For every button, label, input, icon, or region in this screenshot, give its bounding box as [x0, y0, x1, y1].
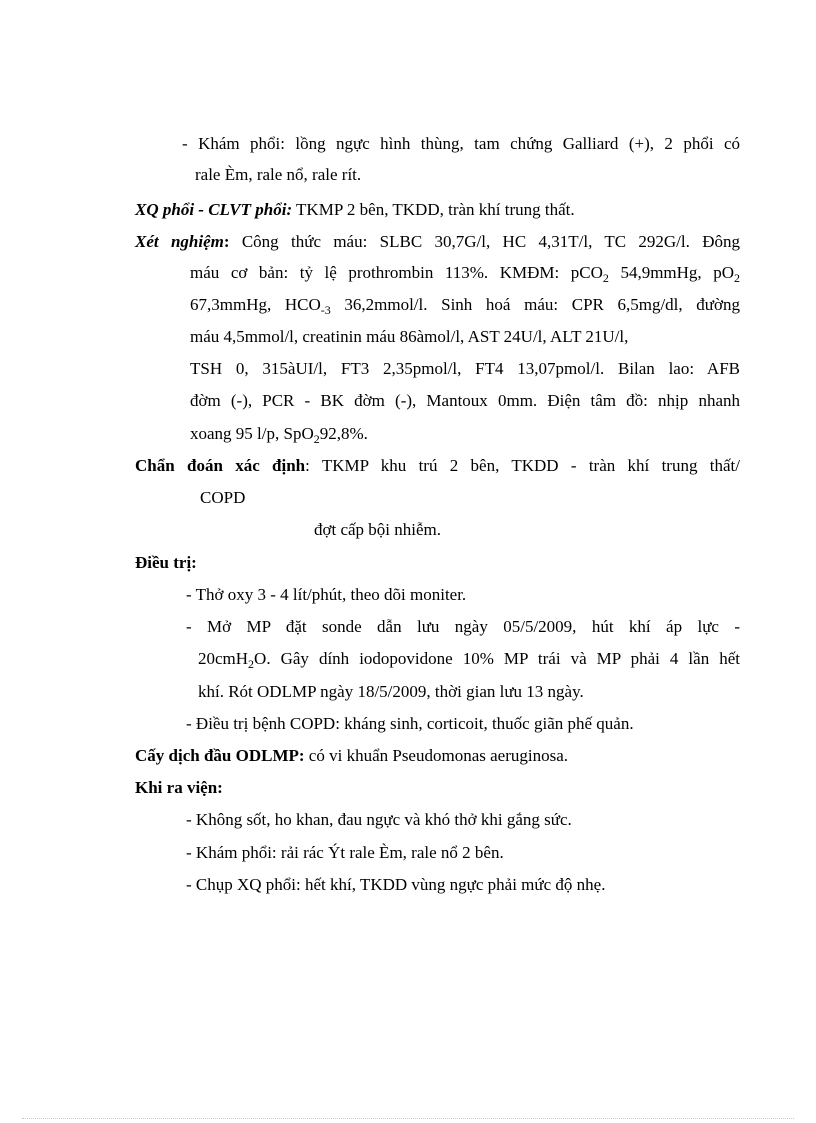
- xray-label: XQ phổi - CLVT phổi:: [135, 200, 293, 219]
- culture-label: Cấy dịch đầu ODLMP:: [135, 746, 305, 765]
- treatment-item-2-line-1: - Mở MP đặt sonde dẫn lưu ngày 05/5/2009, hút khí áp lực -: [186, 617, 740, 636]
- labs-line-1: Xét nghiệm: Công thức máu: SLBC 30,7G/l, HC 4,31T/l, TC 292G/l. Đông: [135, 232, 740, 251]
- labs-label: Xét nghiệm: [135, 232, 224, 251]
- treatment-heading: Điều trị:: [135, 553, 197, 572]
- exam-line-1: - Khám phổi: lồng ngực hình thùng, tam chứng Galliard (+), 2 phổi có: [182, 134, 740, 153]
- diagnosis-line-1: Chẩn đoán xác định: TKMP khu trú 2 bên, TKDD - tràn khí trung thất/: [135, 456, 740, 475]
- labs-line-4: máu 4,5mmol/l, creatinin máu 86àmol/l, AST 24U/l, ALT 21U/l,: [190, 327, 629, 346]
- discharge-item-2: - Khám phổi: rải rác Ýt rale Èm, rale nổ 2 bên.: [186, 843, 504, 862]
- labs-line-7: xoang 95 l/p, SpO$_2$92,8%.: [190, 424, 368, 446]
- discharge-heading: Khi ra viện:: [135, 778, 223, 797]
- culture-line: Cấy dịch đầu ODLMP: có vi khuẩn Pseudomonas aeruginosa.: [135, 746, 568, 765]
- treatment-item-2-line-2: 20cmH$_2$O. Gây dính iodopovidone 10% MP trái và MP phải 4 lần hết: [198, 649, 740, 671]
- discharge-item-3: - Chụp XQ phổi: hết khí, TKDD vùng ngực phải mức độ nhẹ.: [186, 875, 606, 894]
- diagnosis-line-3: đợt cấp bội nhiễm.: [314, 520, 442, 539]
- xray-line: [135, 199, 575, 221]
- labs-line-2: máu cơ bản: tỷ lệ prothrombin 113%. KMĐM: pCO$_2$ 54,9mmHg, $pO_2$: [190, 263, 740, 285]
- treatment-item-1: - Thở oxy 3 - 4 lít/phút, theo dõi moniter.: [186, 585, 467, 604]
- xray-text: TKMP 2 bên, TKDD, tràn khí trung thất.: [292, 200, 575, 219]
- labs-line-5: TSH 0, 315àUI/l, FT3 2,35pmol/l, FT4 13,07pmol/l. Bilan lao: AFB: [190, 359, 740, 378]
- exam-line-2: rale Èm, rale nổ, rale rít.: [195, 165, 362, 184]
- diagnosis-label: Chẩn đoán xác định: [135, 456, 306, 475]
- treatment-item-2-line-3: khí. Rót ODLMP ngày 18/5/2009, thời gian lưu 13 ngày.: [198, 682, 584, 701]
- labs-line-6: đờm (-), PCR - BK đờm (-), Mantoux 0mm. Điện tâm đồ: nhịp nhanh: [190, 391, 740, 410]
- treatment-item-3: - Điều trị bệnh COPD: kháng sinh, corticoit, thuốc giãn phế quản.: [186, 714, 634, 733]
- discharge-item-1: - Không sốt, ho khan, đau ngực và khó thở khi gắng sức.: [186, 810, 572, 829]
- labs-line-3: 67,3mmHg, $HCO_{-3}$ 36,2mmol/l. Sinh hoá máu: CPR 6,5mg/dl, đường: [190, 295, 740, 317]
- diagnosis-line-2: COPD: [200, 488, 246, 507]
- page-bottom-divider: [22, 1118, 794, 1119]
